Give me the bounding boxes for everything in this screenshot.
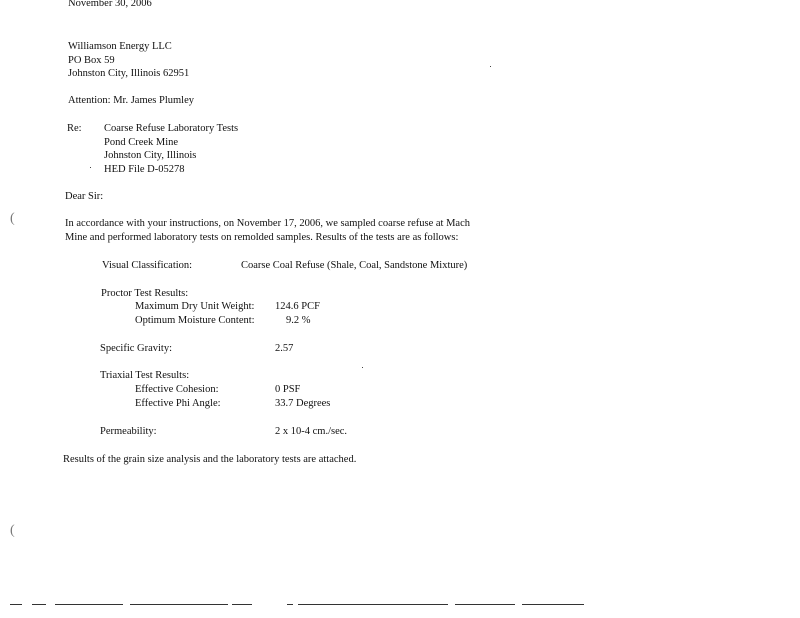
- proctor-heading: Proctor Test Results:: [101, 288, 189, 299]
- effective-cohesion-value: 0 PSF: [275, 384, 301, 395]
- footer-rule-fragment: [232, 604, 252, 605]
- footer-rule-fragment: [287, 604, 293, 605]
- effective-phi-angle-label: Effective Phi Angle:: [135, 398, 221, 409]
- effective-phi-angle-value: 33.7 Degrees: [275, 398, 331, 409]
- permeability-label: Permeability:: [100, 426, 157, 437]
- optimum-moisture-value: 9.2 %: [286, 315, 311, 326]
- footer-rule-fragment: [298, 604, 448, 605]
- max-dry-unit-weight-row: [0, 300, 800, 314]
- specific-gravity-row: [0, 342, 800, 356]
- re-block: [67, 122, 238, 176]
- max-dry-unit-weight-label: Maximum Dry Unit Weight:: [135, 301, 255, 312]
- effective-cohesion-label: Effective Cohesion:: [135, 384, 219, 395]
- scan-speck: [362, 367, 363, 368]
- optimum-moisture-row: [0, 314, 800, 328]
- body-paragraph-line-2: Mine and performed laboratory tests on remolded samples. Results of the tests are as follows:: [65, 231, 459, 243]
- max-dry-unit-weight-value: 124.6 PCF: [275, 301, 320, 312]
- triaxial-heading: Triaxial Test Results:: [100, 370, 190, 381]
- recipient-address: [68, 40, 189, 81]
- letter-date: November 30, 2006: [68, 0, 152, 9]
- specific-gravity-label: Specific Gravity:: [100, 343, 173, 354]
- recipient-address-line1: PO Box 59: [68, 54, 115, 66]
- footer-rule-fragment: [455, 604, 515, 605]
- triaxial-heading-row: [0, 369, 800, 383]
- permeability-row: [0, 425, 800, 439]
- binder-hole-mark-top: (: [10, 211, 15, 226]
- re-label: Re:: [67, 123, 82, 134]
- specific-gravity-value: 2.57: [275, 343, 294, 354]
- scan-speck: [90, 167, 91, 168]
- footer-rule-fragment: [130, 604, 228, 605]
- visual-classification-label: Visual Classification:: [102, 260, 193, 271]
- body-paragraph-line-1: In accordance with your instructions, on November 17, 2006, we sampled coarse refuse at Mach: [65, 218, 470, 229]
- footer-rule-fragment: [32, 604, 46, 605]
- closing-line: Results of the grain size analysis and the laboratory tests are attached.: [63, 454, 357, 465]
- re-line-1: Coarse Refuse Laboratory Tests: [104, 123, 239, 134]
- effective-phi-angle-row: [0, 397, 800, 411]
- footer-rule-fragment: [10, 604, 22, 605]
- proctor-heading-row: [0, 287, 800, 301]
- recipient-name: Williamson Energy LLC: [68, 41, 172, 52]
- re-line-2: Pond Creek Mine: [104, 136, 179, 148]
- re-line-3: Johnston City, Illinois: [104, 150, 197, 162]
- permeability-value: 2 x 10-4 cm./sec.: [275, 426, 348, 437]
- attention-line: Attention: Mr. James Plumley: [68, 95, 194, 106]
- scan-speck: [490, 66, 491, 67]
- salutation: Dear Sir:: [65, 191, 104, 202]
- re-line-4: HED File D-05278: [104, 163, 185, 175]
- visual-classification-row: [0, 259, 800, 273]
- visual-classification-value: Coarse Coal Refuse (Shale, Coal, Sandstone Mixture): [241, 260, 468, 271]
- recipient-address-line2: Johnston City, Illinois 62951: [68, 68, 190, 80]
- footer-rule-fragment: [55, 604, 123, 605]
- body-paragraph: [65, 217, 470, 244]
- optimum-moisture-label: Optimum Moisture Content:: [135, 315, 255, 326]
- footer-rule-fragment: [522, 604, 584, 605]
- binder-hole-mark-bottom: (: [10, 523, 15, 538]
- re-lines: [104, 122, 238, 176]
- effective-cohesion-row: [0, 383, 800, 397]
